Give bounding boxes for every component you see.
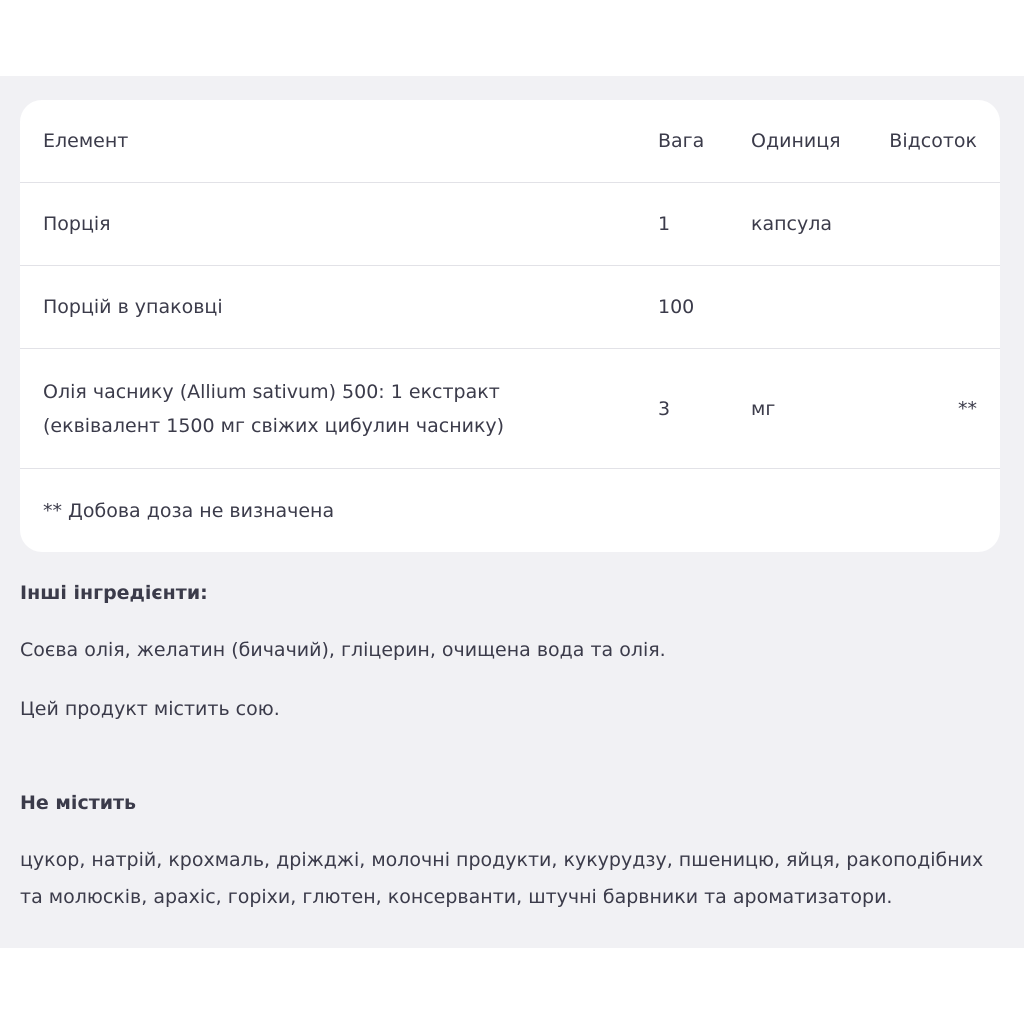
- content-panel: [0, 76, 1024, 948]
- row-name-line: (еквівалент 1500 мг свіжих цибулин часнику): [43, 414, 505, 437]
- row-name: Порція: [43, 213, 111, 235]
- row-percent: **: [958, 397, 977, 420]
- table-header-row: [20, 100, 1000, 183]
- row-name: Порцій в упаковці: [43, 296, 223, 318]
- table-row: [20, 349, 1000, 469]
- supplement-facts-table: [20, 100, 1000, 552]
- table-row: [20, 266, 1000, 349]
- soy-note: Цей продукт містить сою.: [20, 698, 280, 720]
- row-name: [43, 349, 643, 468]
- header-weight: Вага: [658, 130, 705, 152]
- row-weight: 3: [658, 397, 671, 420]
- other-ingredients-heading: Інші інгредієнти:: [20, 582, 208, 604]
- row-weight: 100: [658, 296, 695, 318]
- header-percent: Відсоток: [889, 130, 977, 152]
- row-unit: капсула: [751, 213, 833, 235]
- table-footnote-row: [20, 469, 1000, 552]
- row-weight: 1: [658, 213, 671, 235]
- free-from-heading: Не містить: [20, 792, 137, 814]
- other-ingredients-text: Соєва олія, желатин (бичачий), гліцерин, очищена вода та олія.: [20, 639, 666, 661]
- header-element: Елемент: [43, 130, 129, 152]
- free-from-line: та молюсків, арахіс, горіхи, глютен, консерванти, штучні барвники та ароматизатори.: [20, 886, 893, 908]
- row-name-line: Олія часнику (Allium sativum) 500: 1 екстракт: [43, 380, 500, 403]
- row-percent: [857, 183, 977, 265]
- row-unit: мг: [751, 397, 776, 420]
- free-from-line: цукор, натрій, крохмаль, дріжджі, молочні продукти, кукурудзу, пшеницю, яйця, ракоподібних: [20, 849, 984, 871]
- row-percent: [857, 266, 977, 348]
- footnote: ** Добова доза не визначена: [43, 499, 335, 522]
- header-unit: Одиниця: [751, 130, 841, 152]
- table-row: [20, 183, 1000, 266]
